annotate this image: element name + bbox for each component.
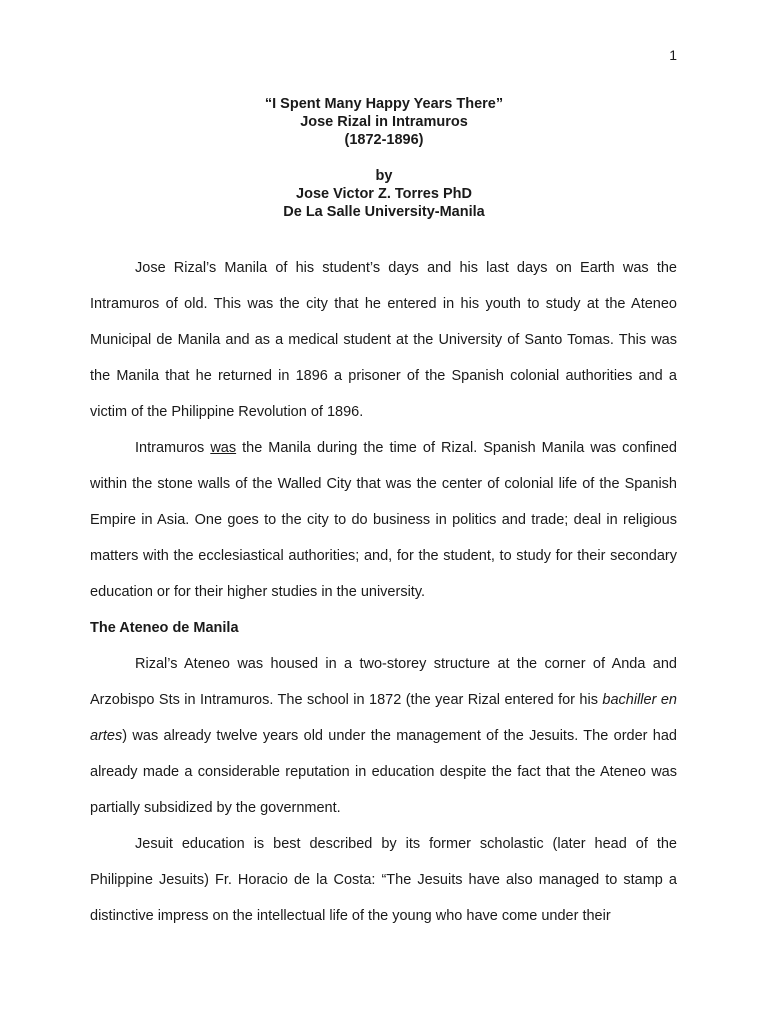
- title-line-2: Jose Rizal in Intramuros: [300, 114, 468, 130]
- title-line-1: “I Spent Many Happy Years There”: [264, 96, 504, 112]
- paragraph-4: Jesuit education is best described by its former scholastic (later head of the Philippine Jesuits) Fr. Horacio de la Costa: “The Jesuits have also managed to stamp a distinctive impress on the intellectual life of the young who have come under their: [90, 836, 677, 924]
- paragraph-2-rest: the Manila during the time of Rizal. Spanish Manila was confined within the stone walls of the Walled City that was the center of colonial life of the Spanish Empire in Asia. One goes to the city to do business in politics and trade; deal in religious matters with the ecclesiastical authorities; and, for the student, to study for their secondary education or for their higher studies in the university.: [90, 440, 677, 600]
- paragraph-3-start: Rizal’s Ateneo was housed in a two-storey structure at the corner of Anda and Arzobispo Sts in Intramuros. The school in 1872 (the year Rizal entered for his: [90, 656, 677, 708]
- paragraph-3: [90, 646, 677, 826]
- title-line-3: (1872-1896): [344, 132, 424, 148]
- page-number: 1: [669, 47, 677, 63]
- paragraph-3-rest: ) was already twelve years old under the management of the Jesuits. The order had already made a considerable reputation in education despite the fact that the Ateneo was partially subsidized by the government.: [90, 728, 677, 816]
- author-name: Jose Victor Z. Torres PhD: [296, 186, 472, 202]
- byline: by: [375, 168, 393, 184]
- section-heading-ateneo: The Ateneo de Manila: [90, 620, 239, 636]
- title-block: [0, 95, 768, 221]
- paragraph-2: [90, 430, 677, 610]
- paragraph-2-underlined: was: [210, 440, 237, 456]
- author-affiliation: De La Salle University-Manila: [283, 204, 485, 220]
- paragraph-2-start: Intramuros: [135, 440, 211, 456]
- title-gap: [0, 149, 768, 167]
- document-body: [90, 250, 677, 934]
- paragraph-3-italic: bachiller en artes: [90, 692, 677, 744]
- paragraph-1: Jose Rizal’s Manila of his student’s days and his last days on Earth was the Intramuros of old. This was the city that he entered in his youth to study at the Ateneo Municipal de Manila and as a medical student at the University of Santo Tomas. This was the Manila that he returned in 1896 a prisoner of the Spanish colonial authorities and a victim of the Philippine Revolution of 1896.: [90, 260, 677, 420]
